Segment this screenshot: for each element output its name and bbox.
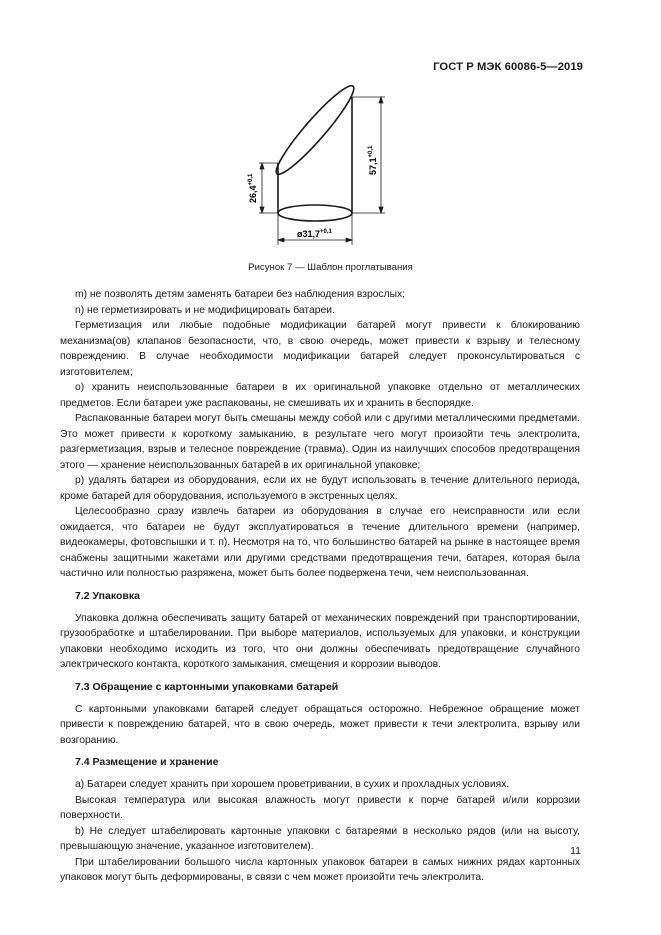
list-item-a: a) Батареи следует хранить при хорошем проветривании, в сухих и прохладных условиях. bbox=[75, 779, 510, 790]
section-heading-7-2: 7.2 Упаковка bbox=[75, 589, 140, 602]
document-header: ГОСТ Р МЭК 60086-5—2019 bbox=[433, 61, 583, 73]
paragraph: Распакованные батареи могут быть смешаны между собой или с другими металлическими предметами. Это может привести к короткому замыканию, в результате чего могут произойти течь электролита, разгерметизация, взрыв и телесное повреждение (травма). Один из наилучших способов предотвращения этого — хранение неиспользованных батарей в их оригинальной упаковке; bbox=[60, 413, 580, 471]
section-heading-7-3: 7.3 Обращение с картонными упаковками батарей bbox=[75, 680, 339, 693]
dim-large-height: $57,1^{+0,1}$ bbox=[368, 145, 378, 175]
paragraph: Упаковка должна обеспечивать защиту батарей от механических повреждений при транспортировании, грузообработке и штабелировании. При выборе материалов, используемых для упаковки, и конструкции упаковки необходимо исходить из того, что они должны обеспечивать предотвращение случайного электрического контакта, короткого замыкания, смещения и коррозии выводов. bbox=[60, 612, 580, 670]
paragraph: Целесообразно сразу извлечь батареи из оборудования в случае его неисправности или если ожидается, что батареи не будут эксплуатироваться в течение длительного времени (например, видеокамеры, фотовспышки и т. п). Несмотря на то, что большинство батарей на рынке в настоящее время снабжены защитными жакетами или другими средствами предотвращения течи, батарея, которая была частично или полностью разряжена, может быть более подвержена течи, чем неиспользованная. bbox=[60, 506, 580, 579]
list-item-p: p) удалять батареи из оборудования, если их не будут использовать в течение длительного периода, кроме батарей для оборудования, используемого в экстренных целях. bbox=[60, 475, 580, 502]
paragraph: Высокая температура или высокая влажность могут привести к порче батарей и/или коррозии поверхности. bbox=[60, 794, 580, 821]
list-item-o: o) хранить неиспользованные батареи в их оригинальной упаковке отдельно от металлических предметов. Если батареи уже распакованы, не смешивать их и хранить в беспорядке. bbox=[60, 382, 580, 409]
bottom-ellipse bbox=[278, 205, 352, 221]
figure-caption: Рисунок 7 — Шаблон проглатывания bbox=[248, 262, 413, 273]
paragraph: При штабелировании большого числа картонных упаковок батареи в самых нижних рядах картонных упаковок могут быть деформированы, в связи с чем может произойти течь электролита. bbox=[60, 856, 580, 883]
top-ellipse bbox=[269, 85, 360, 180]
section-heading-7-4: 7.4 Размещение и хранение bbox=[75, 756, 219, 768]
paragraph: Герметизация или любые подобные модификации батарей могут привести к блокированию механизма(ов) клапанов безопасности, что, в свою очередь, может привести к взрыву и телесному повреждению. В случае необходимости модификации батарей следует проконсультироваться с изготовителем; bbox=[60, 320, 580, 378]
page-number: 11 bbox=[570, 845, 581, 857]
figure-swallow-template bbox=[225, 85, 425, 255]
list-item-m: m) не позволять детям заменять батареи без наблюдения взрослых; bbox=[75, 289, 405, 300]
body-text bbox=[60, 287, 580, 886]
dim-diameter: $ø31,7^{+0,1}$ bbox=[297, 229, 332, 239]
list-item-n: n) не герметизировать и не модифицировать батареи. bbox=[75, 304, 335, 316]
list-item-b: b) Не следует штабелировать картонные упаковки с батареями в несколько рядов (или на высоту, превышающую значение, указанное изготовителем). bbox=[60, 825, 580, 852]
template-drawing bbox=[225, 85, 425, 255]
paragraph: С картонными упаковками батарей следует обращаться осторожно. Небрежное обращение может привести к повреждению батарей, что в свою очередь, может привести к течи электролита, взрыву или возгоранию. bbox=[60, 703, 580, 746]
dim-small-height: $26,4^{+0,1}$ bbox=[248, 173, 258, 203]
